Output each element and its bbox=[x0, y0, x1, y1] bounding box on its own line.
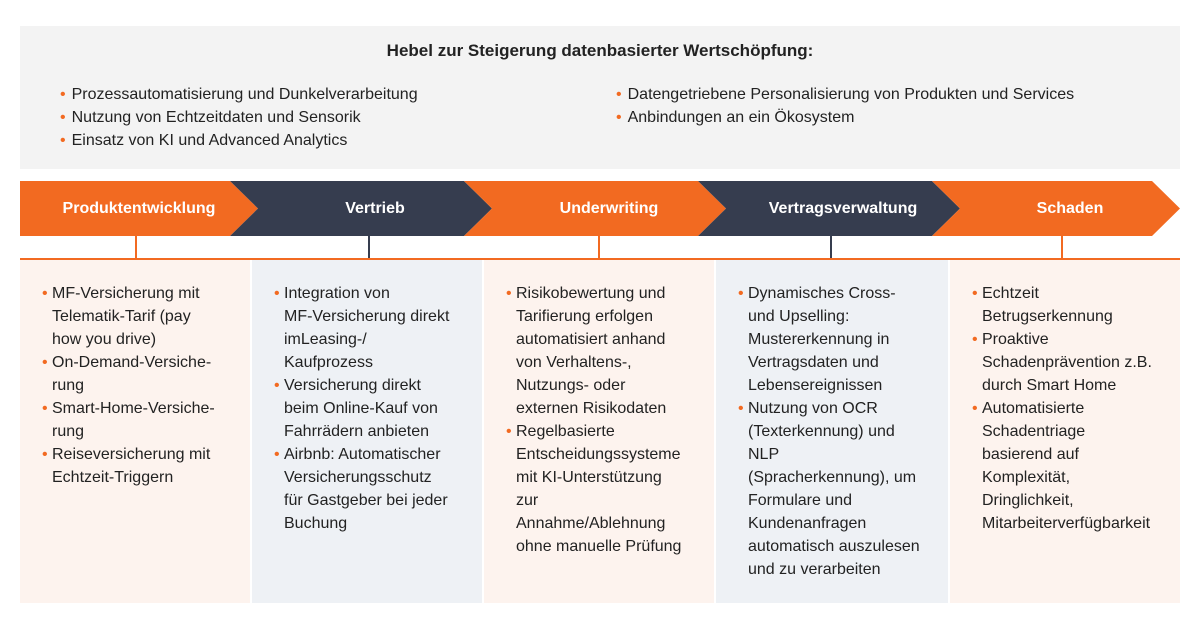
lever-item: • Datengetriebene Personalisierung von Produkten und Services bbox=[616, 86, 1075, 103]
bullet-icon: • bbox=[60, 86, 66, 103]
list-item: • Automatisierte Schadentriage basierend auf Komplexität, Dringlichkeit, Mitarbeiterverfügbarkeit bbox=[972, 397, 1180, 535]
lever-item: • Prozessautomatisierung und Dunkelverarbeitung bbox=[60, 86, 418, 103]
bullet-icon: • bbox=[274, 446, 280, 463]
bullet-icon: • bbox=[60, 132, 66, 149]
list-item: • Proaktive Schadenprävention z.B. durch Smart Home bbox=[972, 328, 1180, 397]
column-vertragsverwaltung bbox=[716, 260, 948, 603]
list-item: • Reiseversicherung mit Echtzeit-Triggern bbox=[42, 443, 240, 489]
bullet-icon: • bbox=[506, 285, 512, 302]
levers-title: Hebel zur Steigerung datenbasierter Wertschöpfung: bbox=[386, 41, 814, 60]
connector-underwriting bbox=[598, 236, 600, 260]
process-arrow-bar bbox=[0, 181, 1200, 236]
stage-label-underwriting: Underwriting bbox=[559, 200, 659, 217]
list-item: • Echtzeit Betrugserkennung bbox=[972, 282, 1180, 328]
connector-schaden bbox=[1061, 236, 1063, 260]
bullet-icon: • bbox=[738, 285, 744, 302]
column-schaden bbox=[950, 260, 1180, 603]
column-list bbox=[506, 282, 704, 558]
column-list bbox=[738, 282, 938, 581]
bullet-icon: • bbox=[972, 400, 978, 417]
list-item: • Nutzung von OCR (Texterkennung) und NLP (Spracherkennung), um Formulare und Kundenanfragen automatisch auszulesen und zu verarbeiten bbox=[738, 397, 938, 581]
connector-produktentwicklung bbox=[135, 236, 137, 260]
list-item: • Integration von MF-Versicherung direkt imLeasing-/ Kaufprozess bbox=[274, 282, 472, 374]
bullet-icon: • bbox=[274, 285, 280, 302]
bullet-icon: • bbox=[972, 331, 978, 348]
stage-label-schaden: Schaden bbox=[1036, 200, 1104, 217]
list-item: • Dynamisches Cross- und Upselling: Mustererkennung in Vertragsdaten und Lebensereignissen bbox=[738, 282, 938, 397]
column-list bbox=[42, 282, 240, 489]
bullet-icon: • bbox=[42, 285, 48, 302]
bullet-icon: • bbox=[972, 285, 978, 302]
lever-item: • Nutzung von Echtzeitdaten und Sensorik bbox=[60, 109, 361, 126]
bullet-icon: • bbox=[274, 377, 280, 394]
lever-item: • Einsatz von KI und Advanced Analytics bbox=[60, 132, 348, 149]
connector-vertrieb bbox=[368, 236, 370, 260]
levers-box bbox=[20, 26, 1180, 169]
stage-label-produktentwicklung: Produktentwicklung bbox=[62, 200, 216, 217]
bullet-icon: • bbox=[616, 86, 622, 103]
column-produktentwicklung bbox=[20, 260, 250, 603]
connector-vertragsverwaltung bbox=[830, 236, 832, 260]
list-item: • Smart-Home-Versiche- rung bbox=[42, 397, 240, 443]
stage-label-vertragsverwaltung: Vertragsverwaltung bbox=[768, 200, 918, 217]
bullet-icon: • bbox=[60, 109, 66, 126]
column-list bbox=[274, 282, 472, 535]
list-item: • Airbnb: Automatischer Versicherungsschutz für Gastgeber bei jeder Buchung bbox=[274, 443, 472, 535]
stage-label-vertrieb: Vertrieb bbox=[345, 200, 405, 217]
bullet-icon: • bbox=[42, 354, 48, 371]
list-item: • Risikobewertung und Tarifierung erfolgen automatisiert anhand von Verhaltens-, Nutzungs- oder externen Risikodaten bbox=[506, 282, 704, 420]
bullet-icon: • bbox=[616, 109, 622, 126]
levers-list-left bbox=[60, 83, 418, 152]
column-vertrieb bbox=[252, 260, 482, 603]
lever-item: • Anbindungen an ein Ökosystem bbox=[616, 109, 855, 126]
list-item: • Regelbasierte Entscheidungssysteme mit KI-Unterstützung zur Annahme/Ablehnung ohne manuelle Prüfung bbox=[506, 420, 704, 558]
levers-list-right bbox=[616, 83, 1074, 129]
list-item: • On-Demand-Versiche- rung bbox=[42, 351, 240, 397]
column-underwriting bbox=[484, 260, 714, 603]
list-item: • Versicherung direkt beim Online-Kauf von Fahrrädern anbieten bbox=[274, 374, 472, 443]
bullet-icon: • bbox=[42, 446, 48, 463]
bullet-icon: • bbox=[738, 400, 744, 417]
list-item: • MF-Versicherung mit Telematik-Tarif (pay how you drive) bbox=[42, 282, 240, 351]
bullet-icon: • bbox=[506, 423, 512, 440]
bullet-icon: • bbox=[42, 400, 48, 417]
column-list bbox=[972, 282, 1180, 535]
